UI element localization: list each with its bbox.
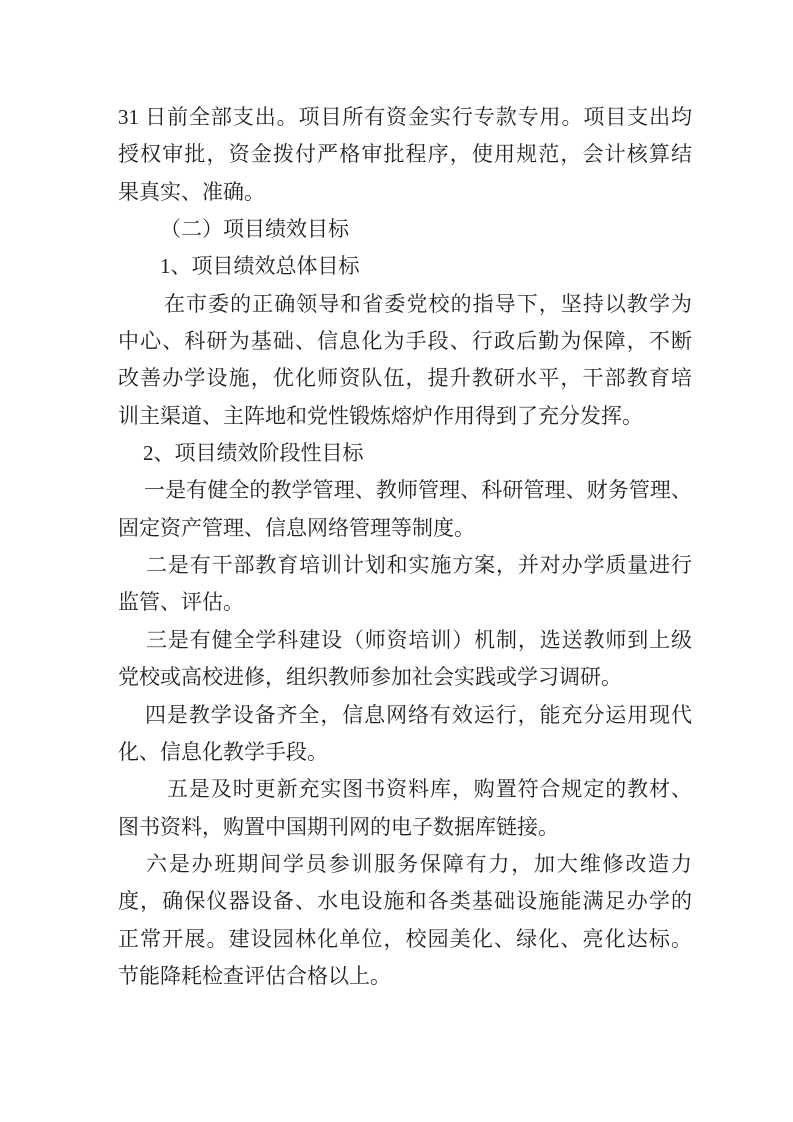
document-body <box>118 99 692 995</box>
text-line: 党校或高校进修，组织教师参加社会实践或学习调研。 <box>118 665 622 690</box>
text-line: （二）项目绩效目标 <box>160 217 349 242</box>
text-line: 化、信息化教学手段。 <box>118 739 328 764</box>
text-line: 五是及时更新充实图书资料库，购置符合规定的教材、 <box>167 777 692 802</box>
text-line: 固定资产管理、信息网络管理等制度。 <box>118 515 475 540</box>
text-line: 中心、科研为基础、信息化为手段、行政后勤为保障，不断 <box>118 329 692 354</box>
text-line: 监管、评估。 <box>118 590 244 615</box>
text-line: 1、项目绩效总体目标 <box>160 254 360 279</box>
text-line: 训主渠道、主阵地和党性锻炼熔炉作用得到了充分发挥。 <box>118 403 643 428</box>
text-line: 四是教学设备齐全，信息网络有效运行，能充分运用现代 <box>145 702 692 727</box>
text-line: 二是有干部教育培训计划和实施方案，并对办学质量进行 <box>146 553 692 578</box>
text-line: 改善办学设施，优化师资队伍，提升教研水平，干部教育培 <box>118 366 692 391</box>
text-line: 授权审批，资金拨付严格审批程序，使用规范，会计核算结 <box>118 142 692 167</box>
text-line: 节能降耗检查评估合格以上。 <box>118 963 391 988</box>
text-line: 六是办班期间学员参训服务保障有力，加大维修改造力 <box>146 851 692 876</box>
text-line: 一是有健全的教学管理、教师管理、科研管理、财务管理、 <box>144 478 692 503</box>
text-line: 正常开展。建设园林化单位，校园美化、绿化、亮化达标。 <box>118 926 692 951</box>
text-line: 图书资料，购置中国期刊网的电子数据库链接。 <box>118 814 559 839</box>
text-line: 31 日前全部支出。项目所有资金实行专款专用。项目支出均 <box>118 105 692 129</box>
text-line: 2、项目绩效阶段性目标 <box>143 441 364 466</box>
text-line: 度，确保仪器设备、水电设施和各类基础设施能满足办学的 <box>118 889 692 914</box>
text-line: 果真实、准确。 <box>118 179 265 204</box>
text-line: 三是有健全学科建设（师资培训）机制，选送教师到上级 <box>146 627 692 652</box>
text-line: 在市委的正确领导和省委党校的指导下，坚持以教学为 <box>164 291 692 316</box>
